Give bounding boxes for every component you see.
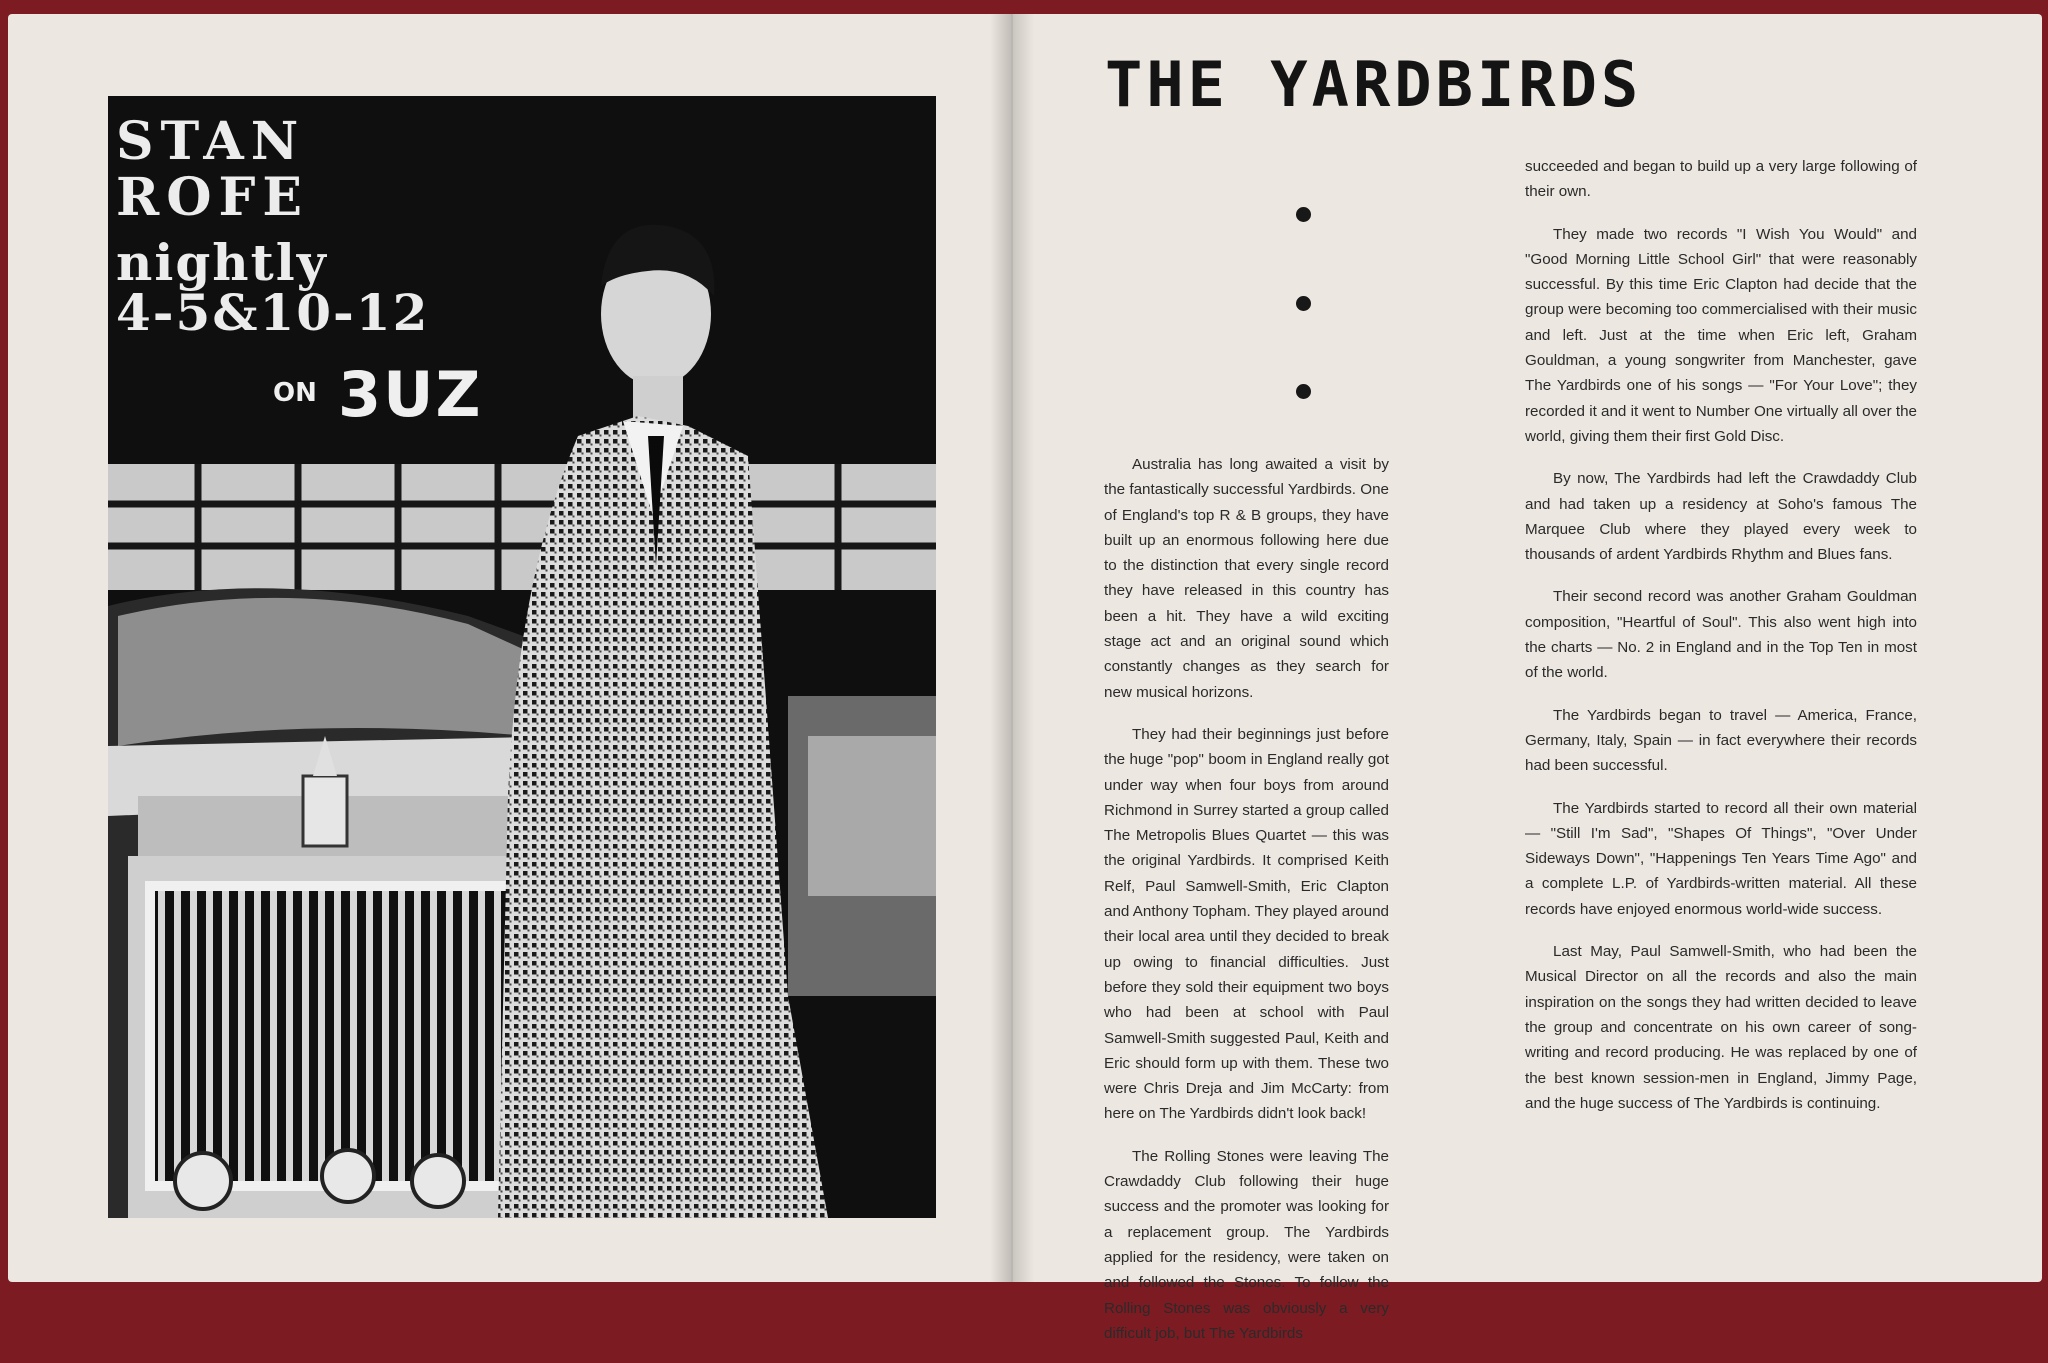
article-column-right <box>1525 154 1917 1133</box>
article-paragraph: Their second record was another Graham Gouldman composition, "Heartful of Soul". This also went high into the charts — No. 2 in England and in the Top Ten in most of the world. <box>1525 588 1917 682</box>
ad-name-line: ROFE <box>116 167 310 228</box>
article-paragraph: Australia has long awaited a visit by the fantastically successful Yardbirds. One of England's top R & B groups, they have built up an enormous following here due to the distinction that every single record they have released in this country has been a hit. They have a wild exciting stage act and an original sound which constantly changes as they search for new musical horizons. <box>1104 456 1389 701</box>
ad-schedule <box>116 233 430 342</box>
bullet-icon <box>1296 384 1311 399</box>
article-paragraph: The Yardbirds started to record all their own material — "Still I'm Sad", "Shapes Of Things", "Over Under Sideways Down", "Happenings Ten Years Time Ago" and a complete L.P. of Yardbirds-written material. All these records have enjoyed enormous world-wide success. <box>1525 799 1917 918</box>
article-paragraph: succeeded and began to build up a very large following of their own. <box>1525 158 1917 201</box>
ad-schedule-line: 4-5&10-12 <box>116 283 430 342</box>
ad-station: 3UZ <box>338 358 483 431</box>
bullet-icon <box>1296 296 1311 311</box>
ad-on-label: ON <box>273 378 317 408</box>
article-paragraph: They made two records "I Wish You Would" and "Good Morning Little School Girl" that were reasonably successful. By this time Eric Clapton had decide that the group were becoming too commercialised with their music and left. Just at the time when Eric left, Graham Gouldman, a young songwriter from Manchester, gave The Yardbirds one of his songs — "For Your Love"; they recorded it and it went to Number One virtually all over the world, giving them their first Gold Disc. <box>1525 225 1917 445</box>
garage-window <box>108 464 936 590</box>
article-paragraph: The Yardbirds began to travel — America, France, Germany, Italy, Spain — in fact everywhere their records had been successful. <box>1525 706 1917 775</box>
ad-host-name <box>116 111 310 228</box>
article-paragraph: By now, The Yardbirds had left the Crawdaddy Club and had taken up a residency at Soho's famous The Marquee Club where they played every week to thousands of ardent Yardbirds Rhythm and Blues fans. <box>1525 470 1917 564</box>
article-paragraph: The Rolling Stones were leaving The Crawdaddy Club following their huge success and the promoter was looking for a replacement group. The Yardbirds applied for the residency, were taken on and followed the Stones. To follow the Rolling Stones was obviously a very difficult job, but The Yardbirds <box>1104 1147 1389 1342</box>
ad-schedule-line: nightly <box>116 233 328 292</box>
ad-name-line: STAN <box>116 111 306 172</box>
article-title: THE YARDBIRDS <box>1105 48 1643 121</box>
bullet-icon <box>1296 207 1311 222</box>
article-paragraph: Last May, Paul Samwell-Smith, who had been the Musical Director on all the records and also the main inspiration on the songs they had written decided to leave the group and concentrate on his own career of song-writing and record producing. He was replaced by one of the best known session-men in England, Jimmy Page, and the huge success of The Yardbirds is continuing. <box>1525 943 1917 1112</box>
page-gutter <box>990 14 1034 1282</box>
article-paragraph: They had their beginnings just before the huge "pop" boom in England really got under way when four boys from around Richmond in Surrey started a group called The Metropolis Blues Quartet — this was the original Yardbirds. It comprised Keith Relf, Paul Samwell-Smith, Eric Clapton and Anthony Topham. They played around their local area until they decided to break up owing to financial difficulties. Just before they sold their equipment two boys who had been at school with Paul Samwell-Smith suggested Paul, Keith and Eric should form up with them. These two were Chris Dreja and Jim McCarty: from here on The Yardbirds didn't look back! <box>1104 725 1389 1123</box>
article-column-left <box>1104 452 1389 1363</box>
radio-advertisement <box>108 96 936 1218</box>
